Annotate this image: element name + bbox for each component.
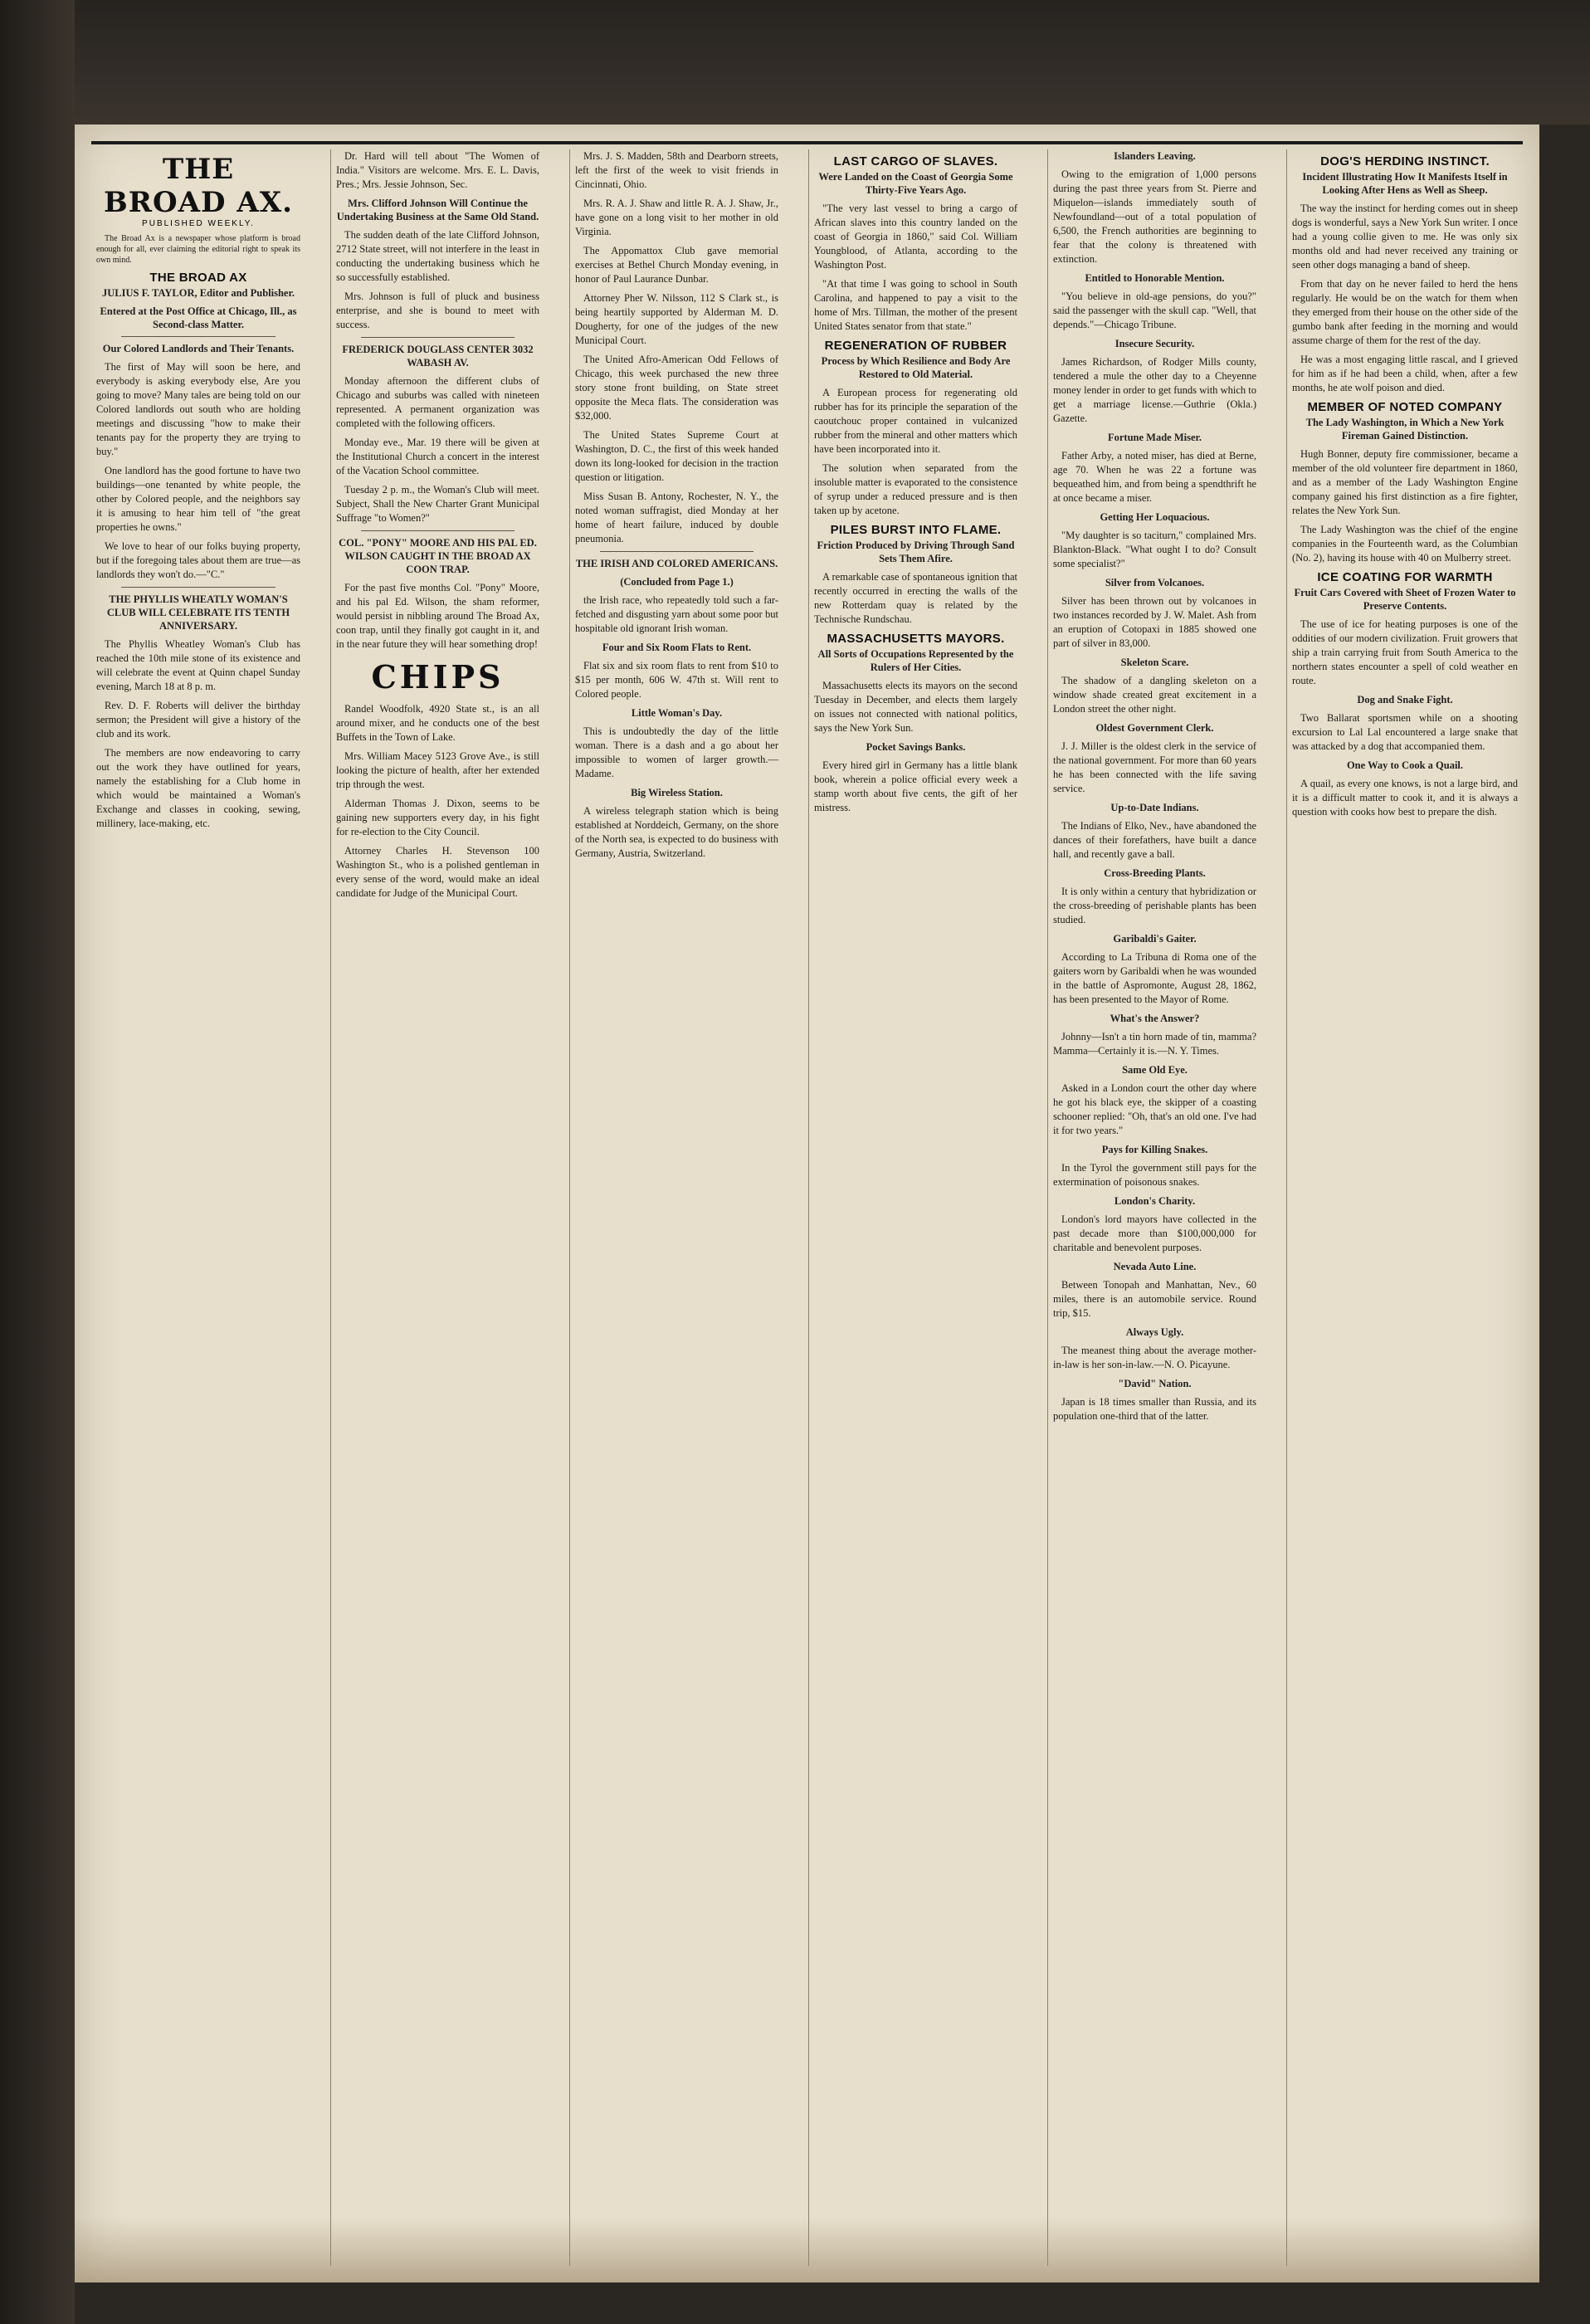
divider bbox=[361, 530, 515, 531]
article-paragraph: Miss Susan B. Antony, Rochester, N. Y., the noted woman suffragist, died Monday at her home of heart failure, induced by double pneumonia. bbox=[575, 491, 778, 544]
article-paragraph: The members are now endeavoring to carry out the work they have outlined for years, namely the establishing for a Club home in which would be maintained a Woman's Exchange and classes in cooking, sewing, millinery, lace-making, etc. bbox=[96, 747, 300, 829]
publisher-name: THE BROAD AX bbox=[149, 271, 247, 285]
newspaper-page bbox=[75, 124, 1539, 2282]
auto-headline: Nevada Auto Line. bbox=[1113, 1261, 1197, 1272]
rubber-headline: REGENERATION OF RUBBER bbox=[824, 339, 1007, 353]
charity-headline: London's Charity. bbox=[1114, 1195, 1196, 1207]
honor-headline: Entitled to Honorable Mention. bbox=[1085, 272, 1225, 284]
article-paragraph: One landlord has the good fortune to have two buildings—one tenanted by white people, the other by Colored people, and the neighbors say it is amusing to hear him tell of "the great properties he owns." bbox=[96, 465, 300, 533]
column-1 bbox=[91, 149, 305, 2266]
article-paragraph: Mrs. William Macey 5123 Grove Ave., is still looking the picture of health, after her extended trip through the west. bbox=[336, 750, 539, 790]
wheatly-headline: THE PHYLLIS WHEATLY WOMAN'S CLUB WILL CELEBRATE ITS TENTH ANNIVERSARY. bbox=[106, 593, 290, 632]
article-paragraph: The Appomattox Club gave memorial exercises at Bethel Church Monday evening, in honor of Paul Laurance Dunbar. bbox=[575, 245, 778, 285]
divider bbox=[600, 551, 754, 552]
article-paragraph: We love to hear of our folks buying property, but if the foregoing tales about them are true—as landlords they won't do.—"C." bbox=[96, 540, 300, 580]
article-paragraph: The Phyllis Wheatley Woman's Club has reached the 10th mile stone of its existence and will celebrate the event at Quinn chapel Sunday evening, March 18 at 8 p. m. bbox=[96, 638, 300, 692]
slaves-subheadline: Were Landed on the Coast of Georgia Some Thirty-Five Years Ago. bbox=[818, 171, 1013, 196]
article-paragraph: The meanest thing about the average mother-in-law is her son-in-law.—N. O. Picayune. bbox=[1053, 1345, 1256, 1370]
plants-headline: Cross-Breeding Plants. bbox=[1104, 867, 1206, 879]
chips-heading: CHIPS bbox=[371, 658, 505, 696]
volcano-headline: Silver from Volcanoes. bbox=[1105, 577, 1205, 588]
article-paragraph: Dr. Hard will tell about "The Women of India." Visitors are welcome. Mrs. E. L. Davis, Pres.; Mrs. Jessie Johnson, Sec. bbox=[336, 150, 539, 190]
article-paragraph: The Indians of Elko, Nev., have abandoned the dances of their forefathers, have built a dance hall, and recently gave a ball. bbox=[1053, 820, 1256, 860]
article-paragraph: Rev. D. F. Roberts will deliver the birthday sermon; the President will give a history of the club and its work. bbox=[96, 700, 300, 740]
article-paragraph: Between Tonopah and Manhattan, Nev., 60 miles, there is an automobile service. Round trip, $15. bbox=[1053, 1279, 1256, 1319]
article-paragraph: Asked in a London court the other day where he got his black eye, the skipper of a coasting schooner replied: "Oh, that's an old one. I've had it for two years." bbox=[1053, 1082, 1256, 1136]
article-paragraph: Mrs. J. S. Madden, 58th and Dearborn streets, left the first of the week to visit friends in Cincinnati, Ohio. bbox=[575, 150, 778, 190]
eye-headline: Same Old Eye. bbox=[1122, 1064, 1188, 1076]
article-paragraph: Every hired girl in Germany has a little blank book, wherein a police official every week a stamp worth about five cents, the gift of her mistress. bbox=[814, 759, 1017, 813]
piles-subheadline: Friction Produced by Driving Through Sand Sets Them Afire. bbox=[817, 540, 1015, 564]
loquacious-headline: Getting Her Loquacious. bbox=[1100, 511, 1210, 523]
wireless-headline: Big Wireless Station. bbox=[631, 787, 723, 798]
snakes-headline: Pays for Killing Snakes. bbox=[1101, 1144, 1208, 1155]
article-paragraph: For the past five months Col. "Pony" Moore, and his pal Ed. Wilson, the sham reformer, would persist in nibbling around The Broad Ax, coon trap, until they finally got caught in it, and in the near future they will hear something drop! bbox=[336, 582, 539, 650]
irish-subheadline: (Concluded from Page 1.) bbox=[620, 576, 734, 588]
article-paragraph: Hugh Bonner, deputy fire commissioner, became a member of the old volunteer fire department in 1860, and as a member of the Lady Washington Engine company gained his first distinction as a fire fighter, relates the New York Sun. bbox=[1292, 448, 1518, 516]
about-paper: The Broad Ax is a newspaper whose platform is broad enough for all, ever claiming the editorial right to speak its own mind. bbox=[96, 234, 300, 265]
article-paragraph: Attorney Pher W. Nilsson, 112 S Clark st., is being heartily supported by Alderman M. D. Dougherty, for one of the judges of the new Municipal Court. bbox=[575, 292, 778, 346]
article-paragraph: Two Ballarat sportsmen while on a shooting excursion to Lal Lal encountered a large snake that was attacked by a dog that accompanied them. bbox=[1292, 712, 1518, 752]
article-paragraph: Flat six and six room flats to rent from $10 to $15 per month, 606 W. 47th st. Will rent to Colored people. bbox=[575, 660, 778, 700]
pony-headline: COL. "PONY" MOORE AND HIS PAL ED. WILSON CAUGHT IN THE BROAD AX COON TRAP. bbox=[339, 537, 537, 575]
skeleton-headline: Skeleton Scare. bbox=[1120, 657, 1189, 668]
top-rule bbox=[91, 141, 1523, 144]
article-paragraph: The sudden death of the late Clifford Johnson, 2712 State street, will not interfere in the least in conducting the undertaking business which he so successfully established. bbox=[336, 229, 539, 283]
article-paragraph: Massachusetts elects its mayors on the second Tuesday in December, and elects them largely on issues not connected with national politics, says the New York Sun. bbox=[814, 680, 1017, 734]
article-paragraph: The first of May will soon be here, and everybody is asking everybody else, Are you going to move? Many tales are being told on our Colored landlords out south who are holding meetings and discussing "how to make their tenants pay for the property they are trying to buy." bbox=[96, 361, 300, 457]
column-5 bbox=[1047, 149, 1261, 2266]
dog-headline: DOG'S HERDING INSTINCT. bbox=[1320, 154, 1490, 168]
article-paragraph: A quail, as every one knows, is not a large bird, and it is a difficult matter to cook it, and it is always a question with cooks how best to prepare the dish. bbox=[1292, 778, 1518, 818]
column-6 bbox=[1286, 149, 1523, 2266]
article-paragraph: Tuesday 2 p. m., the Woman's Club will meet. Subject, Shall the New Charter Grant Municipal Suffrage "to Women?" bbox=[336, 484, 539, 524]
article-paragraph: The use of ice for heating purposes is one of the oddities of our modern civilization. Fruit growers that ship a train carrying fruit from South America to the northern states encounter a spell of cold weather en route. bbox=[1292, 618, 1518, 686]
article-paragraph: Monday afternoon the different clubs of Chicago and suburbs was called with nineteen represented. A permanent organization was completed with the following officers. bbox=[336, 375, 539, 429]
bank-headline: Pocket Savings Banks. bbox=[866, 741, 966, 753]
article-paragraph: The way the instinct for herding comes out in sheep dogs is wonderful, says a New York Sun writer. I once had a young collie given to me. He was only six months old and had never received any training or seen other dogs managing a band of sheep. bbox=[1292, 203, 1518, 271]
ugly-headline: Always Ugly. bbox=[1125, 1326, 1184, 1338]
fortune-headline: Fortune Made Miser. bbox=[1107, 432, 1202, 443]
scan-top-edge bbox=[0, 0, 1590, 124]
company-subheadline: The Lady Washington, in Which a New York Fireman Gained Distinction. bbox=[1305, 417, 1505, 442]
quail-headline: One Way to Cook a Quail. bbox=[1346, 759, 1464, 771]
article-paragraph: Silver has been thrown out by volcanoes in two instances recorded by J. W. Malet. Ash from an eruption of Cotopaxi in 1885 showed one part of silver in 83,000. bbox=[1053, 595, 1256, 649]
security-headline: Insecure Security. bbox=[1114, 338, 1195, 349]
article-paragraph: In the Tyrol the government still pays for the extermination of poisonous snakes. bbox=[1053, 1162, 1256, 1188]
article-paragraph: London's lord mayors have collected in the past decade more than $100,000,000 for charitable and benevolent purposes. bbox=[1053, 1213, 1256, 1253]
rubber-subheadline: Process by Which Resilience and Body Are Restored to Old Material. bbox=[821, 355, 1011, 380]
article-paragraph: Owing to the emigration of 1,000 persons during the past three years from St. Pierre and Miquelon—islands immediately south of Newfoundland—out of a total population of 6,500, the French authorities are beginning to fear that the colony is threatened with extinction. bbox=[1053, 168, 1256, 265]
indians-headline: Up-to-Date Indians. bbox=[1110, 802, 1199, 813]
masthead-title: THE BROAD AX. bbox=[104, 153, 293, 219]
article-paragraph: Mrs. Johnson is full of pluck and business enterprise, and she is bound to meet with success. bbox=[336, 290, 539, 330]
article-paragraph: Randel Woodfolk, 4920 State st., is an all around mixer, and he conducts one of the best Buffets in the Town of Lake. bbox=[336, 703, 539, 743]
piles-headline: PILES BURST INTO FLAME. bbox=[830, 523, 1002, 537]
article-paragraph: The United States Supreme Court at Washington, D. C., the first of this week handed down its long-looked for decision in the traction question or litigation. bbox=[575, 429, 778, 483]
article-paragraph: From that day on he never failed to herd the hens regularly. He would be on the watch for them when they emerged from their house on the other side of the gumbo bank after feeding in the morning and would assume charge of them for the rest of the day. bbox=[1292, 278, 1518, 346]
johnson-headline: Mrs. Clifford Johnson Will Continue the Undertaking Business at the Same Old Stand. bbox=[336, 198, 539, 222]
column-4 bbox=[808, 149, 1022, 2266]
article-paragraph: A remarkable case of spontaneous ignition that recently occurred in erecting the walls of the new Rotterdam quay is related by the Technische Rundschau. bbox=[814, 571, 1017, 625]
scan-left-edge bbox=[0, 0, 75, 2324]
ice-subheadline: Fruit Cars Covered with Sheet of Frozen Water to Preserve Contents. bbox=[1294, 587, 1516, 612]
article-paragraph: Father Arby, a noted miser, has died at Berne, age 70. When he was 22 a fortune was bequeathed him, and from being a spendthrift he at once became a miser. bbox=[1053, 450, 1256, 504]
clerk-headline: Oldest Government Clerk. bbox=[1095, 722, 1214, 734]
article-paragraph: A European process for regenerating old rubber has for its principle the separation of the caoutchouc proper contained in vulcanized rubber from the mineral and other matters which have been incorporated into it. bbox=[814, 387, 1017, 455]
irish-headline: THE IRISH AND COLORED AMERICANS. bbox=[575, 558, 778, 569]
column-2 bbox=[330, 149, 544, 2266]
article-paragraph: "You believe in old-age pensions, do you?" said the passenger with the skull cap. "Well, that depends."—Chicago Tribune. bbox=[1053, 290, 1256, 330]
garibaldi-headline: Garibaldi's Gaiter. bbox=[1113, 933, 1197, 945]
mass-subheadline: All Sorts of Occupations Represented by the Rulers of Her Cities. bbox=[817, 648, 1014, 673]
divider bbox=[121, 336, 276, 337]
article-paragraph: He was a most engaging little rascal, and I grieved for him as if he had been a child, when, after a few months, he ate wolf poison and died. bbox=[1292, 354, 1518, 393]
woman-headline: Little Woman's Day. bbox=[631, 707, 723, 719]
article-paragraph: "My daughter is so taciturn," complained Mrs. Blankton-Black. "What ought I to do? Consult some specialist?" bbox=[1053, 530, 1256, 569]
mass-headline: MASSACHUSETTS MAYORS. bbox=[827, 632, 1005, 646]
article-paragraph: James Richardson, of Rodger Mills county, tendered a mule the other day to a Cheyenne money lender in order to get funds with which to get a marriage license.—Guthrie (Okla.) Gazette. bbox=[1053, 356, 1256, 424]
ice-headline: ICE COATING FOR WARMTH bbox=[1317, 570, 1493, 584]
article-paragraph: Johnny—Isn't a tin horn made of tin, mamma? Mamma—Certainly it is.—N. Y. Times. bbox=[1053, 1031, 1256, 1057]
article-paragraph: A wireless telegraph station which is being established at Norddeich, Germany, on the shore of the North sea, is expected to do business with Germany, Austria, Switzerland. bbox=[575, 805, 778, 859]
douglass-headline: FREDERICK DOUGLASS CENTER 3032 WABASH AV. bbox=[342, 344, 534, 369]
article-paragraph: J. J. Miller is the oldest clerk in the service of the national government. For more than 60 years he has been connected with the life saving service. bbox=[1053, 740, 1256, 794]
article-paragraph: This is undoubtedly the day of the little woman. There is a dash and a go about her impossible to women of larger growth.—Madame. bbox=[575, 725, 778, 779]
answer-headline: What's the Answer? bbox=[1110, 1013, 1200, 1024]
article-paragraph: It is only within a century that hybridization or the cross-breeding of perishable plants has been studied. bbox=[1053, 886, 1256, 925]
snake-fight-headline: Dog and Snake Fight. bbox=[1357, 694, 1453, 706]
flats-headline: Four and Six Room Flats to Rent. bbox=[602, 642, 752, 653]
article-paragraph: The Lady Washington was the chief of the engine companies in the Fourteenth ward, as the Columbian (No. 2), having its house with 40 on Mulberry street. bbox=[1292, 524, 1518, 564]
article-paragraph: Monday eve., Mar. 19 there will be given at the Institutional Church a concert in the interest of the Vacation School committee. bbox=[336, 437, 539, 476]
article-paragraph: According to La Tribuna di Roma one of the gaiters worn by Garibaldi when he was wounded in the battle of Aspromonte, August 28, 1862, has been presented to the Mayor of Rome. bbox=[1053, 951, 1256, 1005]
divider bbox=[121, 587, 276, 588]
article-paragraph: Attorney Charles H. Stevenson 100 Washington St., who is a polished gentleman in every sense of the word, would make an ideal candidate for Judge of the Municipal Court. bbox=[336, 845, 539, 899]
masthead-subtitle: PUBLISHED WEEKLY. bbox=[142, 219, 255, 228]
article-paragraph: Mrs. R. A. J. Shaw and little R. A. J. Shaw, Jr., have gone on a long visit to her mother in old Virginia. bbox=[575, 198, 778, 237]
article-paragraph: "At that time I was going to school in South Carolina, and happened to pay a visit to the home of Mrs. Tillman, the mother of the present United States senator from that state." bbox=[814, 278, 1017, 332]
article-paragraph: The United Afro-American Odd Fellows of Chicago, this week purchased the new three story stone front building, on State street opposite the Meca flats. The consideration was $32,000. bbox=[575, 354, 778, 422]
article-paragraph: The shadow of a dangling skeleton on a window shade created great excitement in a London street the other night. bbox=[1053, 675, 1256, 715]
entered-notice: Entered at the Post Office at Chicago, Ill., as Second-class Matter. bbox=[100, 305, 297, 330]
page-bottom-shading bbox=[75, 2216, 1539, 2282]
islanders-headline: Islanders Leaving. bbox=[1114, 150, 1196, 162]
article-paragraph: Alderman Thomas J. Dixon, seems to be gaining new supporters every day, in his fight for re-election to the City Council. bbox=[336, 798, 539, 837]
company-headline: MEMBER OF NOTED COMPANY bbox=[1307, 400, 1503, 414]
divider bbox=[361, 337, 515, 338]
editor-line: JULIUS F. TAYLOR, Editor and Publisher. bbox=[101, 287, 295, 299]
column-3 bbox=[569, 149, 783, 2266]
article-paragraph: Japan is 18 times smaller than Russia, and its population one-third that of the latter. bbox=[1053, 1396, 1256, 1422]
article-paragraph: the Irish race, who repeatedly told such a far-fetched and disgusting yarn about some poor but hospitable old ignorant Irish woman. bbox=[575, 594, 778, 634]
nation-headline: "David" Nation. bbox=[1118, 1378, 1192, 1389]
article-paragraph: "The very last vessel to bring a cargo of African slaves into this country landed on the coast of Georgia in 1860," said Col. William Youngblood, of Atlanta, according to the Washington Post. bbox=[814, 203, 1017, 271]
slaves-headline: LAST CARGO OF SLAVES. bbox=[833, 154, 998, 168]
dog-subheadline: Incident Illustrating How It Manifests Itself in Looking After Hens as Well as Sheep. bbox=[1302, 171, 1508, 196]
article-paragraph: The solution when separated from the insoluble matter is evaporated to the consistence of syrup under a reduced pressure and is then taken up by acetone. bbox=[814, 462, 1017, 516]
landlords-headline: Our Colored Landlords and Their Tenants. bbox=[102, 343, 295, 354]
